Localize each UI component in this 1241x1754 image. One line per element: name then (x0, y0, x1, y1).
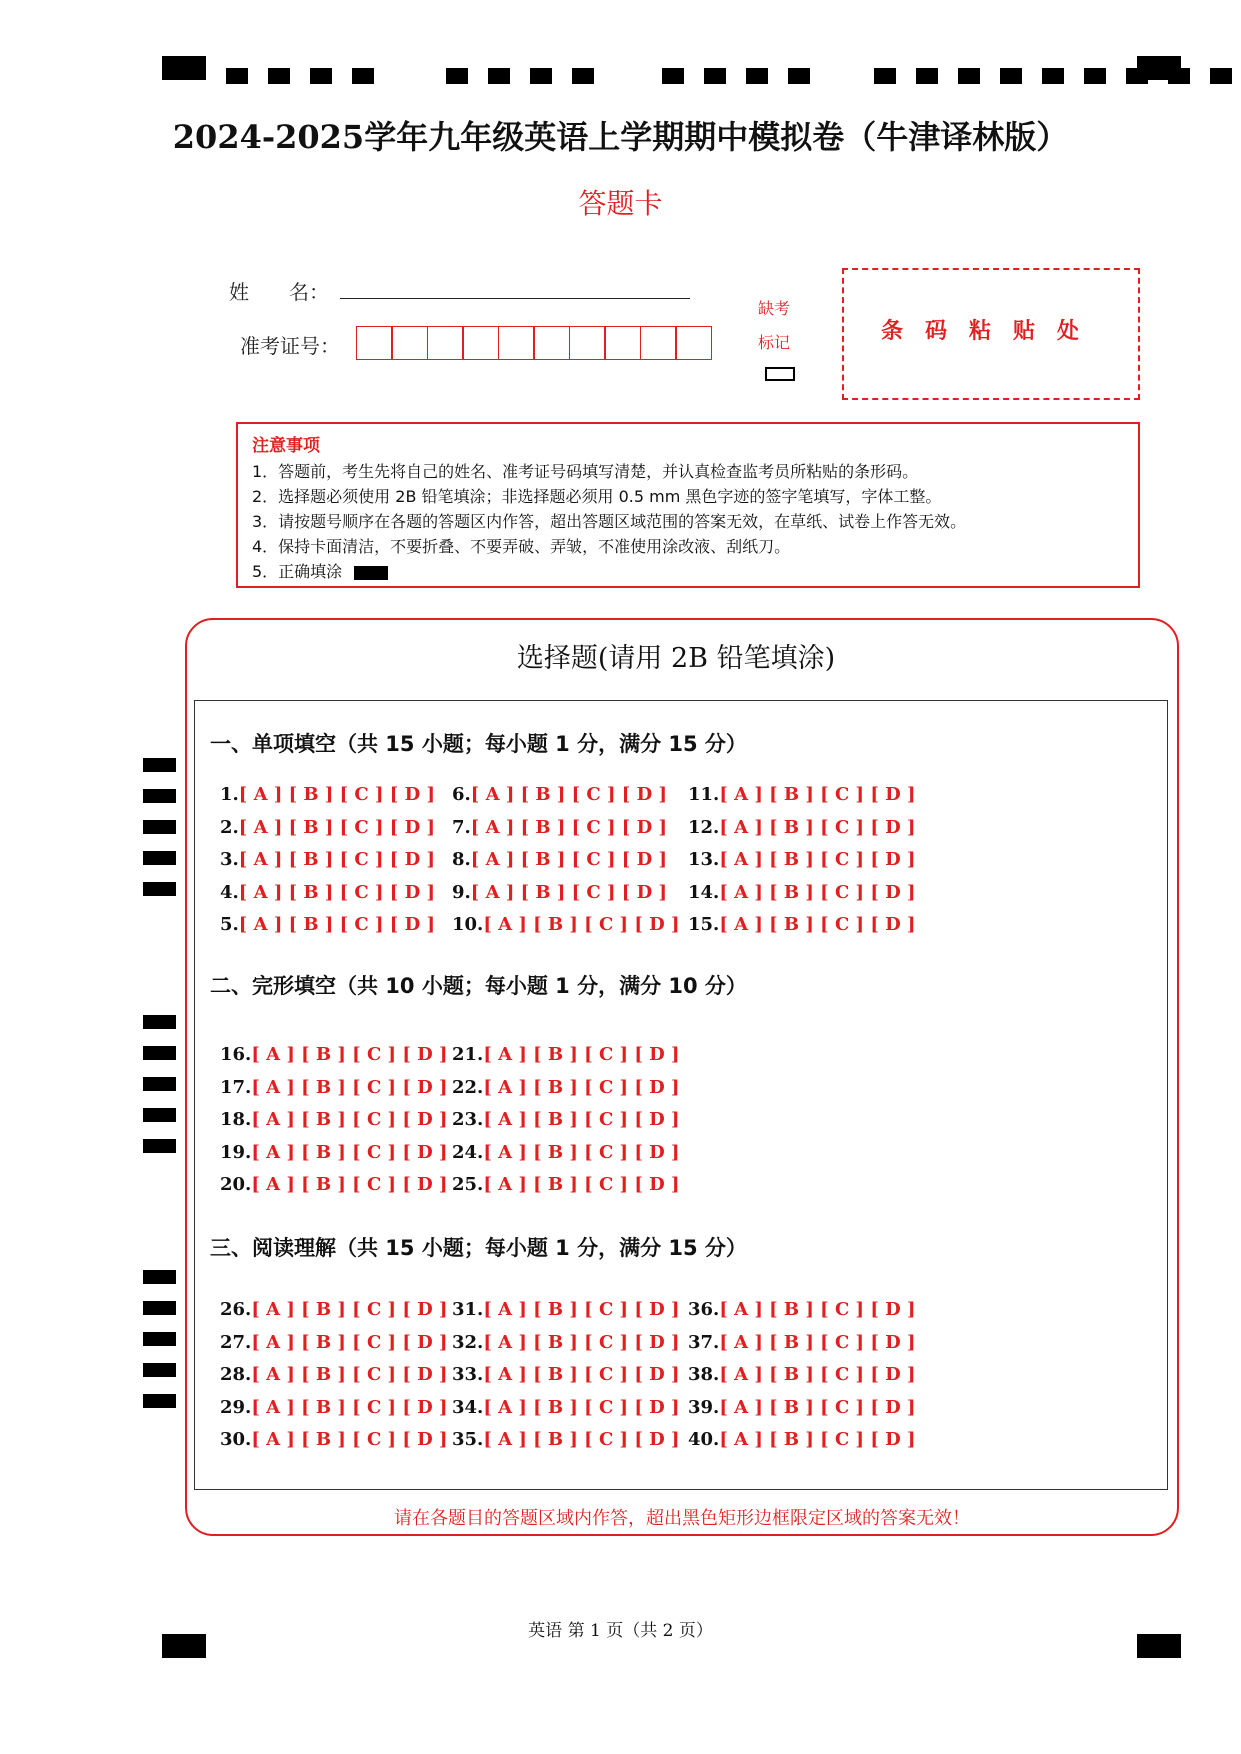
side-timing-mark (143, 1363, 176, 1377)
answer-options[interactable]: [ A ] [ B ] [ C ] [ D ] (470, 784, 667, 805)
answer-item[interactable] (688, 1364, 916, 1385)
question-number: 31. (452, 1299, 484, 1320)
answer-item[interactable] (452, 849, 667, 870)
question-number: 35. (452, 1429, 484, 1451)
answer-options[interactable]: [ A ] [ B ] [ C ] [ D ] (483, 1299, 680, 1320)
answer-options[interactable]: [ A ] [ B ] [ C ] [ D ] (719, 1364, 916, 1386)
question-number: 23. (452, 1109, 484, 1131)
answer-item[interactable] (688, 817, 916, 838)
notice-item-3: 3．请按题号顺序在各题的答题区内作答，超出答题区域范围的答案无效，在草纸、试卷上作答无效。 (252, 512, 967, 531)
choice-section-header: 选择题(请用 2B 铅笔填涂) (516, 643, 836, 674)
answer-options[interactable]: [ A ] [ B ] [ C ] [ D ] (238, 914, 435, 936)
question-number: 4. (220, 881, 239, 903)
side-timing-mark (143, 1108, 176, 1122)
answer-item[interactable] (688, 784, 916, 805)
answer-item[interactable] (220, 914, 435, 935)
question-number: 33. (452, 1364, 484, 1386)
timing-marks-group-4 (874, 68, 1241, 84)
answer-item[interactable] (220, 1044, 448, 1065)
answer-item[interactable] (220, 1397, 448, 1418)
answer-options[interactable]: [ A ] [ B ] [ C ] [ D ] (483, 1429, 680, 1451)
answer-item[interactable] (452, 1299, 680, 1320)
question-number: 27. (220, 1331, 252, 1353)
question-number: 39. (688, 1396, 720, 1418)
answer-item[interactable] (452, 882, 667, 903)
question-number: 37. (688, 1331, 720, 1353)
part-3-heading: 三、阅读理解（共 15 小题；每小题 1 分，满分 15 分） (210, 1236, 747, 1260)
notice-box (236, 422, 1140, 588)
answer-item[interactable] (452, 784, 667, 805)
name-label: 姓 名： (229, 280, 329, 304)
question-number: 10. (452, 914, 484, 936)
part-2-heading: 二、完形填空（共 10 小题；每小题 1 分，满分 10 分） (210, 974, 747, 998)
page-subtitle: 答题卡 (578, 187, 663, 220)
answer-item[interactable] (452, 1109, 680, 1130)
notice-item-2: 2．选择题必须使用 2B 铅笔填涂；非选择题必须用 0.5 mm 黑色字迹的签字笔填写，字体工整。 (252, 487, 942, 506)
side-timing-mark (143, 1394, 176, 1408)
side-timing-mark (143, 1332, 176, 1346)
side-timing-mark (143, 851, 176, 865)
question-number: 14. (688, 881, 720, 903)
side-timing-mark (143, 820, 176, 834)
answer-item[interactable] (220, 1299, 448, 1320)
answer-options[interactable]: [ A ] [ B ] [ C ] [ D ] (251, 1429, 448, 1451)
answer-options[interactable]: [ A ] [ B ] [ C ] [ D ] (483, 1396, 680, 1418)
answer-options[interactable]: [ A ] [ B ] [ C ] [ D ] (483, 1141, 680, 1163)
question-number: 38. (688, 1364, 720, 1386)
question-number: 12. (688, 816, 720, 838)
answer-options[interactable]: [ A ] [ B ] [ C ] [ D ] (251, 1331, 448, 1353)
question-number: 18. (220, 1109, 252, 1131)
side-timing-mark (143, 1046, 176, 1060)
notice-item-5-text: 5．正确填涂 (252, 562, 343, 581)
question-number: 16. (220, 1044, 252, 1065)
answer-item[interactable] (220, 882, 435, 903)
absent-label-line1: 缺考 (758, 299, 791, 318)
page-title: 2024-2025学年九年级英语上学期期中模拟卷（牛津译林版） (172, 118, 1069, 156)
name-field[interactable] (340, 298, 690, 299)
question-number: 1. (220, 784, 239, 805)
answer-item[interactable] (452, 1429, 680, 1450)
answer-options[interactable]: [ A ] [ B ] [ C ] [ D ] (719, 816, 916, 838)
side-timing-mark (143, 1077, 176, 1091)
answer-options[interactable]: [ A ] [ B ] [ C ] [ D ] (719, 1331, 916, 1353)
answer-item[interactable] (452, 1142, 680, 1163)
barcode-label: 条码粘贴处 (880, 319, 1101, 344)
exam-id-boxes[interactable] (357, 326, 712, 360)
answer-item[interactable] (220, 1332, 448, 1353)
side-timing-mark (143, 1270, 176, 1284)
question-number: 25. (452, 1174, 484, 1196)
answer-item[interactable] (688, 1429, 916, 1450)
page-footer: 英语 第 1 页（共 2 页） (528, 1621, 713, 1641)
answer-options[interactable]: [ A ] [ B ] [ C ] [ D ] (470, 881, 667, 903)
question-number: 7. (452, 816, 471, 838)
side-timing-mark (143, 882, 176, 896)
absent-mark-box[interactable] (765, 367, 795, 381)
question-number: 11. (688, 784, 720, 805)
answer-options[interactable]: [ A ] [ B ] [ C ] [ D ] (238, 881, 435, 903)
side-timing-mark (143, 789, 176, 803)
question-number: 21. (452, 1044, 484, 1065)
answer-options[interactable]: [ A ] [ B ] [ C ] [ D ] (251, 1174, 448, 1196)
answer-options[interactable]: [ A ] [ B ] [ C ] [ D ] (251, 1141, 448, 1163)
answer-item[interactable] (688, 1299, 916, 1320)
notice-heading: 注意事项 (252, 436, 320, 456)
answer-area-warning: 请在各题目的答题区域内作答，超出黑色矩形边框限定区域的答案无效！ (394, 1508, 970, 1529)
question-number: 34. (452, 1396, 484, 1418)
answer-item[interactable] (220, 849, 435, 870)
answer-options[interactable]: [ A ] [ B ] [ C ] [ D ] (251, 1299, 448, 1320)
question-number: 26. (220, 1299, 252, 1320)
answer-options[interactable]: [ A ] [ B ] [ C ] [ D ] (483, 1364, 680, 1386)
answer-item[interactable] (220, 817, 435, 838)
answer-item[interactable] (452, 1077, 680, 1098)
timing-marks-group-2 (446, 68, 594, 84)
question-number: 2. (220, 816, 239, 838)
answer-options[interactable]: [ A ] [ B ] [ C ] [ D ] (238, 849, 435, 871)
answer-options[interactable]: [ A ] [ B ] [ C ] [ D ] (251, 1396, 448, 1418)
answer-item[interactable] (220, 1109, 448, 1130)
answer-item[interactable] (688, 849, 916, 870)
answer-options[interactable]: [ A ] [ B ] [ C ] [ D ] (483, 1331, 680, 1353)
question-number: 17. (220, 1076, 252, 1098)
answer-options[interactable]: [ A ] [ B ] [ C ] [ D ] (483, 1044, 680, 1065)
question-number: 28. (220, 1364, 252, 1386)
question-number: 6. (452, 784, 471, 805)
answer-options[interactable]: [ A ] [ B ] [ C ] [ D ] (719, 914, 916, 936)
answer-options[interactable]: [ A ] [ B ] [ C ] [ D ] (483, 914, 680, 936)
answer-options[interactable]: [ A ] [ B ] [ C ] [ D ] (719, 1299, 916, 1320)
side-timing-mark (143, 1015, 176, 1029)
question-number: 15. (688, 914, 720, 936)
question-number: 19. (220, 1141, 252, 1163)
notice-item-1: 1．答题前，考生先将自己的姓名、准考证号码填写清楚，并认真检查监考员所粘贴的条形码。 (252, 462, 919, 481)
answer-options[interactable]: [ A ] [ B ] [ C ] [ D ] (251, 1109, 448, 1131)
question-number: 20. (220, 1174, 252, 1196)
question-number: 24. (452, 1141, 484, 1163)
absent-label-line2: 标记 (758, 333, 791, 352)
answer-options[interactable]: [ A ] [ B ] [ C ] [ D ] (719, 784, 916, 805)
answer-options[interactable]: [ A ] [ B ] [ C ] [ D ] (251, 1076, 448, 1098)
answer-item[interactable] (688, 914, 916, 935)
timing-marks-group-1 (226, 68, 374, 84)
side-timing-mark (143, 1139, 176, 1153)
timing-marks-group-3 (662, 68, 810, 84)
answer-options[interactable]: [ A ] [ B ] [ C ] [ D ] (470, 849, 667, 871)
question-number: 30. (220, 1429, 252, 1451)
answer-item[interactable] (452, 817, 667, 838)
answer-item[interactable] (452, 1364, 680, 1385)
answer-options[interactable]: [ A ] [ B ] [ C ] [ D ] (251, 1044, 448, 1065)
question-number: 29. (220, 1396, 252, 1418)
answer-item[interactable] (688, 882, 916, 903)
answer-options[interactable]: [ A ] [ B ] [ C ] [ D ] (238, 784, 435, 805)
barcode-area (842, 268, 1140, 400)
answer-item[interactable] (220, 1364, 448, 1385)
answer-item[interactable] (220, 1429, 448, 1450)
answer-options[interactable]: [ A ] [ B ] [ C ] [ D ] (719, 1396, 916, 1418)
side-timing-mark (143, 1301, 176, 1315)
answer-options[interactable]: [ A ] [ B ] [ C ] [ D ] (719, 849, 916, 871)
question-number: 13. (688, 849, 720, 871)
question-number: 36. (688, 1299, 720, 1320)
exam-id-label: 准考证号： (240, 334, 340, 358)
answer-options[interactable]: [ A ] [ B ] [ C ] [ D ] (719, 881, 916, 903)
answer-item[interactable] (220, 1077, 448, 1098)
answer-item[interactable] (688, 1397, 916, 1418)
question-number: 5. (220, 914, 239, 936)
answer-item[interactable] (452, 1397, 680, 1418)
answer-item[interactable] (452, 1332, 680, 1353)
answer-item[interactable] (220, 1142, 448, 1163)
answer-options[interactable]: [ A ] [ B ] [ C ] [ D ] (719, 1429, 916, 1451)
answer-options[interactable]: [ A ] [ B ] [ C ] [ D ] (483, 1109, 680, 1131)
question-number: 8. (452, 849, 471, 871)
answer-item[interactable] (452, 914, 680, 935)
answer-item[interactable] (452, 1044, 680, 1065)
answer-options[interactable]: [ A ] [ B ] [ C ] [ D ] (238, 816, 435, 838)
question-number: 22. (452, 1076, 484, 1098)
answer-options[interactable]: [ A ] [ B ] [ C ] [ D ] (483, 1076, 680, 1098)
part-1-heading: 一、单项填空（共 15 小题；每小题 1 分，满分 15 分） (210, 732, 747, 756)
answer-item[interactable] (220, 784, 435, 805)
answer-options[interactable]: [ A ] [ B ] [ C ] [ D ] (251, 1364, 448, 1386)
answer-options[interactable]: [ A ] [ B ] [ C ] [ D ] (483, 1174, 680, 1196)
question-number: 9. (452, 881, 471, 903)
notice-item-4: 4．保持卡面清洁，不要折叠、不要弄破、弄皱，不准使用涂改液、刮纸刀。 (252, 537, 791, 556)
side-timing-mark (143, 758, 176, 772)
answer-item[interactable] (452, 1174, 680, 1195)
question-number: 3. (220, 849, 239, 871)
fill-sample-mark (354, 566, 388, 580)
question-number: 40. (688, 1429, 720, 1451)
answer-item[interactable] (688, 1332, 916, 1353)
answer-options[interactable]: [ A ] [ B ] [ C ] [ D ] (470, 816, 667, 838)
corner-mark-top-left (162, 56, 206, 80)
question-number: 32. (452, 1331, 484, 1353)
notice-item-5 (252, 559, 1124, 584)
answer-item[interactable] (220, 1174, 448, 1195)
